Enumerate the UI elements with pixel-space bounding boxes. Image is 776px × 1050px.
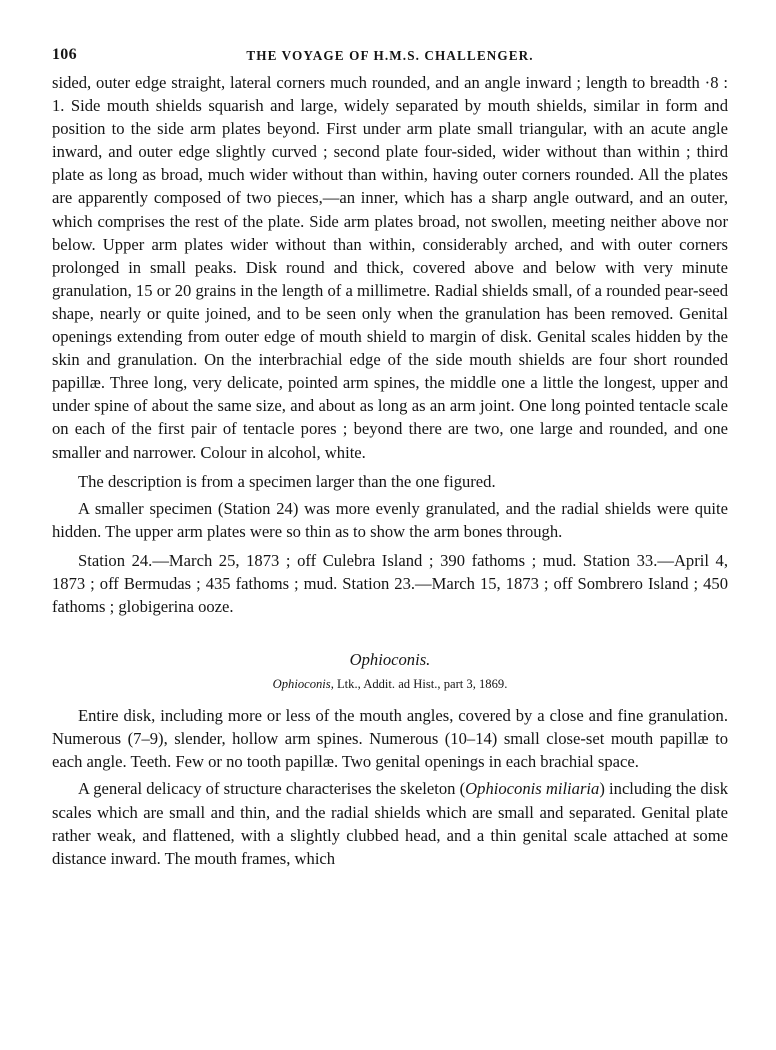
structure-text-start: A general delicacy of structure characterises the skeleton ( [78,779,466,799]
station-records-paragraph: Station 24.—March 25, 1873 ; off Culebra Island ; 390 fathoms ; mud. Station 33.—April 4, 1873 ; off Bermudas ; 435 fathoms ; mud. Station 23.—March 15, 1873 ; off Sombrero Island ; 450 fathoms ; globigerina ooze. [52,550,728,617]
genus-heading [52,648,728,694]
genus-title: Ophioconis. [349,650,431,670]
genus-text [52,704,728,870]
smaller-specimen-paragraph: A smaller specimen (Station 24) was more evenly granulated, and the radial shields were quite hidden. The upper arm plates were so thin as to show the arm bones through. [52,498,728,541]
running-header [52,40,728,68]
citation-reference: Ltk., Addit. ad Hist., part 3, 1869. [333,677,508,692]
running-title: THE VOYAGE OF H.M.S. CHALLENGER. [246,48,534,63]
species-name: Ophioconis miliaria [465,779,600,799]
genus-citation [52,674,728,694]
specimen-note-paragraph: The description is from a specimen larger than the one figured. [78,471,496,491]
main-text [52,71,728,618]
genus-diagnosis-paragraph: Entire disk, including more or less of the mouth angles, covered by a close and fine granulation. Numerous (7–9), slender, hollow arm spines. Numerous (10–14) small close-set mouth papillæ to each angle. Teeth. Few or no tooth papillæ. Two genital openings in each brachial space. [52,706,728,772]
genus-structure-paragraph [52,777,728,869]
citation-genus-name: Ophioconis, [272,677,334,692]
structure-text-end: ) including the disk scales which are small and thin, and the radial shields which are small and separated. Genital plate rather weak, and flattened, with a slightly clubbed head, and a thin genital scale attached at some distance inward. The mouth frames, which [52,779,728,868]
description-paragraph: sided, outer edge straight, lateral corners much rounded, and an angle inward ; length to breadth ·8 : 1. Side mouth shields squarish and large, widely separated by mouth shields, similar in form and position to the side arm plates beyond. First under arm plate small triangular, with an acute angle inward, and outer edge slightly curved ; second plate four-sided, wider without than within ; third plate as long as broad, much wider without than within, having outer corners rounded. All the plates are apparently composed of two pieces,—an inner, which has a sharp angle outward, and an outer, which comprises the rest of the plate. Side arm plates broad, not swollen, meeting neither above nor below. Upper arm plates wider without than within, considerably arched, and with outer corners prolonged in small peaks. Disk round and thick, covered above and below with very minute granulation, 15 or 20 grains in the length of a millimetre. Radial shields small, of a rounded pear-seed shape, nearly or quite joined, and to be seen only when the granulation has been removed. Genital openings extending from outer edge of mouth shield to margin of disk. Genital scales hidden by the skin and granulation. On the interbrachial edge of the side mouth shields are four short rounded papillæ. Three long, very delicate, pointed arm spines, the middle one a little the longest, upper and under spine of about the same size, and about as long as an arm joint. One long pointed tentacle scale on each of the first pair of tentacle pores ; beyond there are two, one large and rounded, and one smaller and narrower. Colour in alcohol, white. [52,73,728,462]
page-number: 106 [52,46,77,63]
page [52,40,728,870]
